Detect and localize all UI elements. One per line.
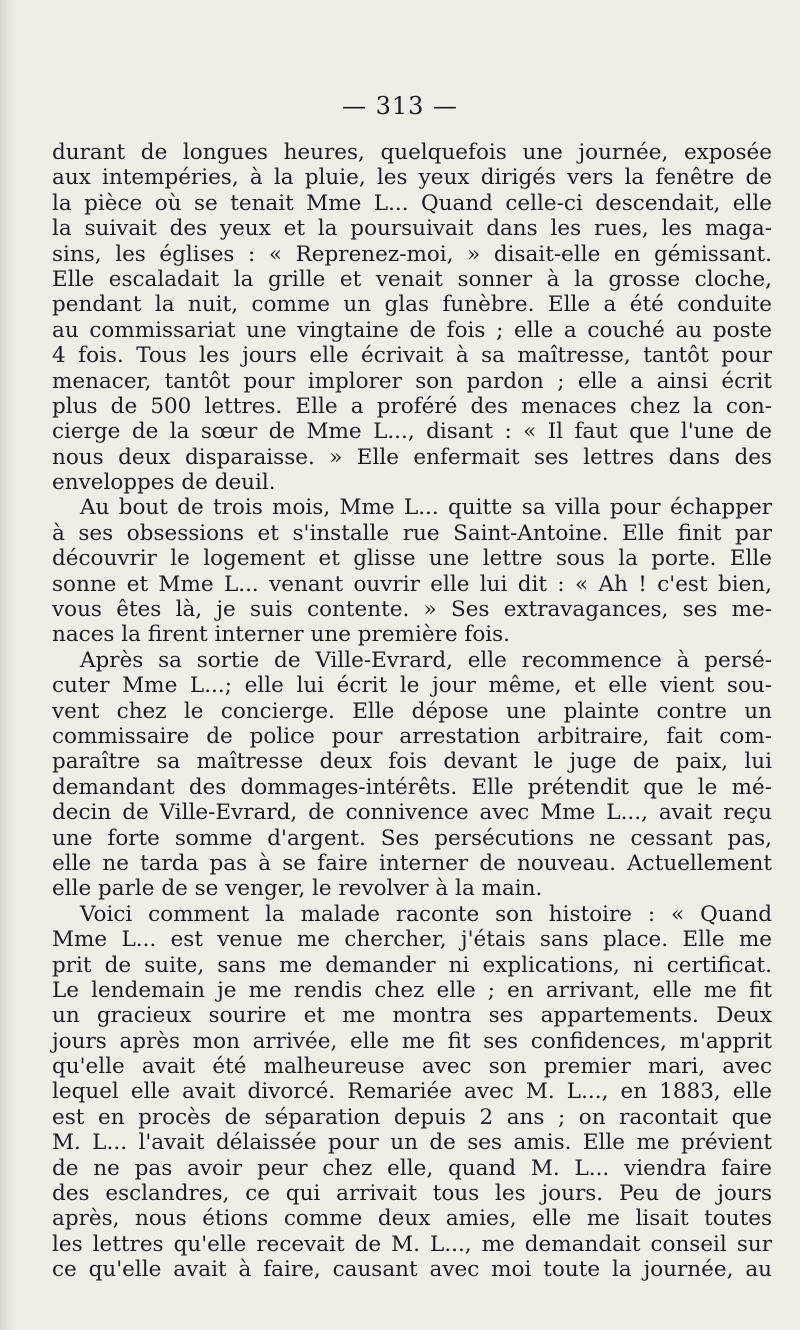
text-line: un gracieux sourire et me montra ses appartements. Deux [52, 1003, 772, 1029]
text-line: enveloppes de deuil. [52, 470, 276, 496]
paragraph [52, 648, 772, 902]
text-line: découvrir le logement et glisse une lettre sous la porte. Elle [52, 546, 772, 572]
text-line: naces la firent interner une première fois. [52, 622, 511, 648]
paragraph [52, 902, 772, 1283]
text-line: la suivait des yeux et la poursuivait dans les rues, les maga- [52, 216, 772, 242]
text-line: demandant des dommages-intérêts. Elle prétendit que le mé- [52, 774, 772, 800]
paragraph [52, 140, 772, 495]
body-text [52, 140, 772, 1283]
text-line: paraître sa maîtresse deux fois devant le juge de paix, lui [52, 749, 772, 775]
text-line: vous êtes là, je suis contente. » Ses extravagances, ses me- [52, 597, 772, 623]
text-line: elle ne tarda pas à se faire interner de nouveau. Actuellement [52, 850, 772, 876]
text-line: une forte somme d'argent. Ses persécutions ne cessant pas, [52, 825, 772, 851]
text-line: des esclandres, ce qui arrivait tous les jours. Peu de jours [52, 1181, 772, 1207]
text-line: lequel elle avait divorcé. Remariée avec M. L..., en 1883, elle [52, 1079, 772, 1105]
text-line: elle parle de se venger, le revolver à la main. [52, 876, 543, 902]
text-line: ce qu'elle avait à faire, causant avec moi toute la journée, au [52, 1257, 772, 1283]
text-line: decin de Ville-Evrard, de connivence avec Mme L..., avait reçu [52, 800, 772, 826]
text-line: qu'elle avait été malheureuse avec son premier mari, avec [52, 1054, 772, 1080]
text-line: nous deux disparaisse. » Elle enfermait ses lettres dans des [52, 444, 772, 470]
text-line: pendant la nuit, comme un glas funèbre. Elle a été conduite [52, 292, 772, 318]
text-line: les lettres qu'elle recevait de M. L..., me demandait conseil sur [52, 1231, 772, 1257]
text-line: commissaire de police pour arrestation arbitraire, fait com- [52, 723, 772, 749]
text-line: M. L... l'avait délaissée pour un de ses amis. Elle me prévient [52, 1130, 772, 1156]
text-line: cierge de la sœur de Mme L..., disant : « Il faut que l'une de [52, 419, 772, 445]
text-line: jours après mon arrivée, elle me fit ses confidences, m'apprit [52, 1028, 772, 1054]
text-line: cuter Mme L...; elle lui écrit le jour même, et elle vient sou- [52, 673, 772, 699]
text-line: durant de longues heures, quelquefois une journée, exposée [52, 140, 772, 165]
text-line: la pièce où se tenait Mme L... Quand celle-ci descendait, elle [52, 190, 772, 216]
text-line: Au bout de trois mois, Mme L... quitte sa villa pour échapper [80, 495, 772, 521]
paragraph [52, 495, 772, 647]
text-line: menacer, tantôt pour implorer son pardon ; elle a ainsi écrit [52, 368, 772, 394]
text-line: après, nous étions comme deux amies, elle me lisait toutes [52, 1206, 772, 1232]
text-line: 4 fois. Tous les jours elle écrivait à sa maîtresse, tantôt pour [52, 343, 772, 369]
text-line: Voici comment la malade raconte son histoire : « Quand [80, 901, 772, 927]
page-number: — 313 — [341, 92, 459, 120]
text-line: sins, les églises : « Reprenez-moi, » disait-elle en gémissant. [52, 241, 772, 267]
text-line: à ses obsessions et s'installe rue Saint-Antoine. Elle finit par [52, 520, 772, 546]
text-line: Elle escaladait la grille et venait sonner à la grosse cloche, [52, 266, 772, 292]
text-line: vent chez le concierge. Elle dépose une plainte contre un [52, 698, 772, 724]
text-line: Après sa sortie de Ville-Evrard, elle recommence à persé- [80, 647, 772, 673]
page-edge-shadow [0, 0, 14, 1330]
text-line: prit de suite, sans me demander ni explications, ni certificat. [52, 952, 772, 978]
text-line: aux intempéries, à la pluie, les yeux dirigés vers la fenêtre de [52, 165, 772, 191]
text-line: de ne pas avoir peur chez elle, quand M. L... viendra faire [52, 1155, 772, 1181]
text-line: au commissariat une vingtaine de fois ; elle a couché au poste [52, 317, 772, 343]
text-line: plus de 500 lettres. Elle a proféré des menaces chez la con- [52, 393, 772, 419]
text-line: Mme L... est venue me chercher, j'étais sans place. Elle me [52, 927, 772, 953]
text-line: Le lendemain je me rendis chez elle ; en arrivant, elle me fit [52, 977, 772, 1003]
text-line: est en procès de séparation depuis 2 ans ; on racontait que [52, 1104, 772, 1130]
text-line: sonne et Mme L... venant ouvrir elle lui dit : « Ah ! c'est bien, [52, 571, 772, 597]
